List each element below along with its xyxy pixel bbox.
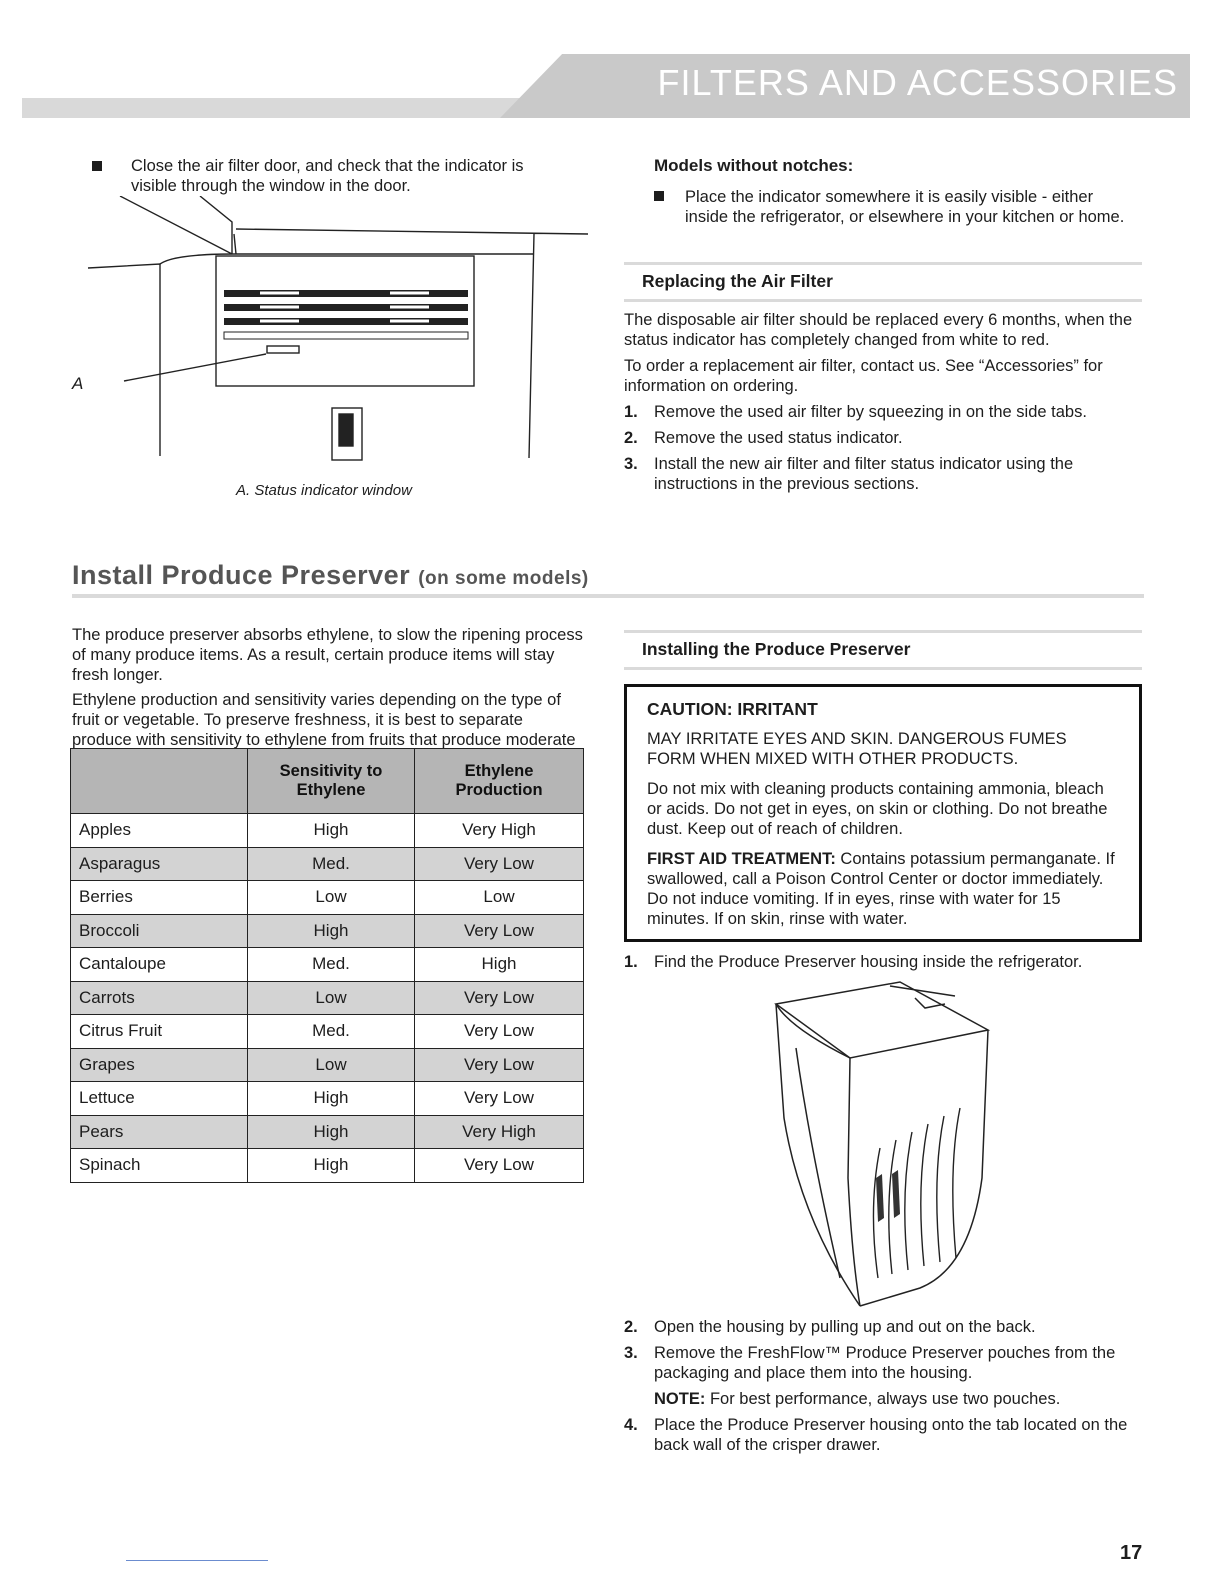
list-item: 4. Place the Produce Preserver housing onto the tab located on the back wall of the crisper drawer. (624, 1416, 1128, 1454)
table-row: Broccoli High Very Low (71, 914, 584, 948)
models-without-notches-heading: Models without notches: (654, 156, 854, 175)
footer-rule (126, 1560, 268, 1561)
table-row: Citrus Fruit Med. Very Low (71, 1015, 584, 1049)
produce-ethylene-table (70, 748, 584, 1183)
intro-paragraph-2: Ethylene production and sensitivity varies depending on the type of fruit or vegetable. To preserve freshness, it is best to separate produce with sensitivity to ethylene from fruits that produce moderate (72, 691, 576, 749)
section-title: FILTERS AND ACCESSORIES (657, 62, 1178, 103)
replacing-air-filter-text (624, 310, 1144, 500)
list-item: 1. Remove the used air filter by squeezing in on the side tabs. (624, 403, 1087, 421)
first-aid-text: Contains potassium permanganate. If swallowed, call a Poison Control Center or doctor immediately. Do not induce vomiting. If in eyes, rinse with water for 15 minutes. If on skin, rinse with water. (647, 850, 1115, 928)
list-item: 2. Remove the used status indicator. (624, 429, 903, 447)
page-number: 17 (1120, 1542, 1143, 1564)
table-row: Cantaloupe Med. High (71, 948, 584, 982)
table-row: Lettuce High Very Low (71, 1082, 584, 1116)
replace-paragraph-1: The disposable air filter should be replaced every 6 months, when the status indicator has completely changed from white to red. (624, 311, 1133, 349)
install-section-heading (72, 560, 589, 591)
list-item: 2. Open the housing by pulling up and out on the back. (624, 1318, 1036, 1336)
table-row: Apples High Very High (71, 814, 584, 848)
note-text: For best performance, always use two pouches. (709, 1390, 1061, 1408)
figure-label-a: A (72, 374, 84, 393)
note-label: NOTE: (654, 1390, 706, 1408)
note (624, 1389, 1144, 1409)
replacing-air-filter-heading: Replacing the Air Filter (624, 262, 1142, 302)
air-filter-door-illustration (64, 196, 594, 466)
install-section-suffix: (on some models) (418, 568, 589, 589)
produce-preserver-housing-illustration (760, 978, 1000, 1313)
list-item: 3. Install the new air filter and filter status indicator using the instructions in the previous sections. (624, 455, 1074, 493)
table-row: Asparagus Med. Very Low (71, 847, 584, 881)
table-row: Pears High Very High (71, 1115, 584, 1149)
table-row: Berries Low Low (71, 881, 584, 915)
installing-preserver-heading: Installing the Produce Preserver (624, 630, 1142, 670)
list-item: 3. Remove the FreshFlow™ Produce Preserver pouches from the packaging and place them into the housing. (624, 1344, 1116, 1382)
close-door-instruction: Close the air filter door, and check that the indicator is visible through the window in the door. (131, 157, 524, 195)
first-aid (647, 849, 1119, 929)
preserver-step-1 (624, 952, 1144, 978)
first-aid-label: FIRST AID TREATMENT: (647, 850, 836, 868)
intro-paragraph-1: The produce preserver absorbs ethylene, to slow the ripening process of many produce items. As a result, certain produce items will stay fresh longer. (72, 626, 583, 684)
table-row: Spinach High Very Low (71, 1149, 584, 1183)
install-section-title: Install Produce Preserver (72, 560, 411, 590)
caution-box (624, 684, 1142, 942)
table-row: Carrots Low Very Low (71, 981, 584, 1015)
bullet-icon (654, 191, 664, 201)
list-item: 1. Find the Produce Preserver housing inside the refrigerator. (624, 953, 1083, 971)
caution-title: CAUTION: IRRITANT (647, 699, 818, 719)
caution-warning: MAY IRRITATE EYES AND SKIN. DANGEROUS FUMES FORM WHEN MIXED WITH OTHER PRODUCTS. (647, 730, 1067, 768)
table-row: Grapes Low Very Low (71, 1048, 584, 1082)
table-header-sensitivity: Sensitivity to Ethylene (248, 749, 415, 814)
replace-paragraph-2: To order a replacement air filter, contact us. See “Accessories” for information on ordering. (624, 357, 1103, 395)
bullet-icon (92, 161, 102, 171)
replace-steps (624, 402, 1144, 494)
section-divider (72, 594, 1144, 598)
table-header-blank (71, 749, 248, 814)
figure-caption: A. Status indicator window (236, 482, 412, 499)
preserver-steps (624, 1317, 1144, 1461)
caution-instructions: Do not mix with cleaning products containing ammonia, bleach or acids. Do not get in eyes, on skin or clothing. Do not breathe dust. Keep out of reach of children. (647, 780, 1108, 838)
table-header-production: Ethylene Production (415, 749, 584, 814)
models-without-notches-text: Place the indicator somewhere it is easily visible - either inside the refrigerator, or elsewhere in your kitchen or home. (685, 188, 1125, 226)
